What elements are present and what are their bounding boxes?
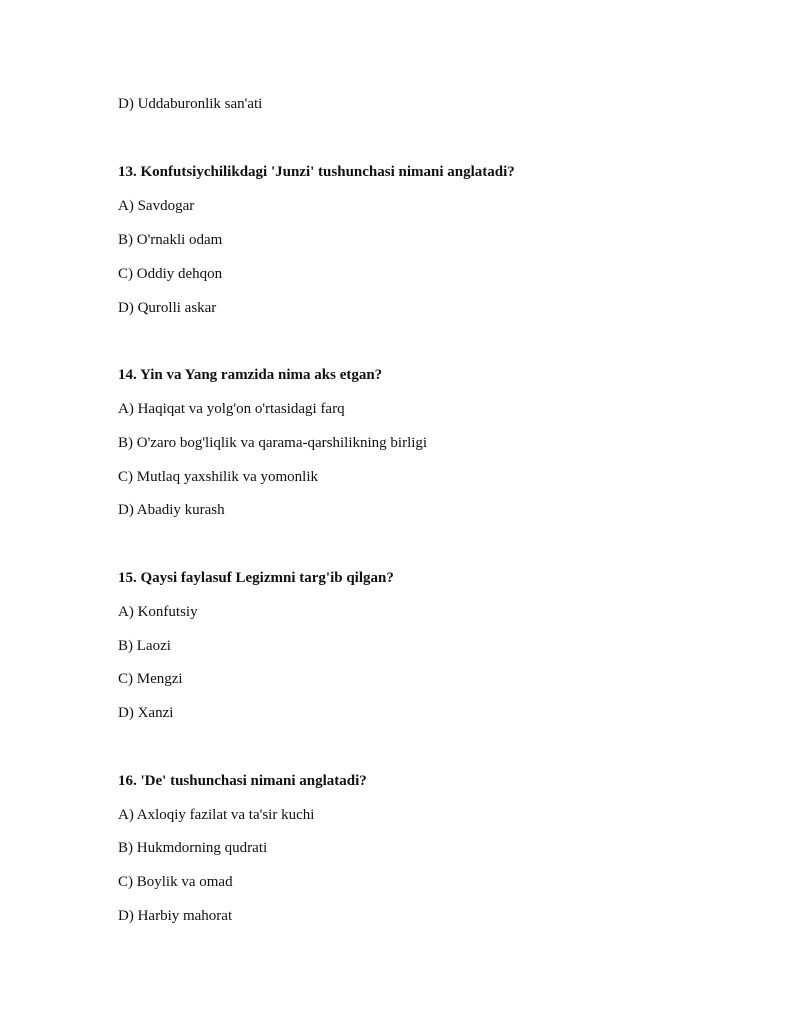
question-16-option-c: C) Boylik va omad (118, 874, 233, 890)
question-15-option-b: B) Laozi (118, 638, 171, 654)
question-16: 16. 'De' tushunchasi nimani anglatadi? (118, 773, 367, 789)
question-15-option-d: D) Xanzi (118, 705, 174, 721)
question-14-option-c: C) Mutlaq yaxshilik va yomonlik (118, 469, 318, 485)
question-16-option-b: B) Hukmdorning qudrati (118, 840, 268, 856)
question-14: 14. Yin va Yang ramzida nima aks etgan? (118, 367, 383, 383)
question-14-option-d: D) Abadiy kurash (118, 502, 225, 518)
question-15-option-c: C) Mengzi (118, 671, 183, 687)
question-13-option-a: A) Savdogar (118, 198, 195, 214)
question-15: 15. Qaysi faylasuf Legizmni targ'ib qilgan? (118, 570, 394, 586)
question-13-option-b: B) O'rnakli odam (118, 232, 223, 248)
question-14-option-b: B) O'zaro bog'liqlik va qarama-qarshilikning birligi (118, 435, 428, 451)
question-16-option-d: D) Harbiy mahorat (118, 908, 233, 924)
question-16-option-a: A) Axloqiy fazilat va ta'sir kuchi (118, 807, 315, 823)
question-15-option-a: A) Konfutsiy (118, 604, 198, 620)
question-13: 13. Konfutsiychilikdagi 'Junzi' tushunchasi nimani anglatadi? (118, 164, 515, 180)
question-13-option-d: D) Qurolli askar (118, 300, 217, 316)
question-14-option-a: A) Haqiqat va yolg'on o'rtasidagi farq (118, 401, 345, 417)
question-13-option-c: C) Oddiy dehqon (118, 266, 223, 282)
option-d-prev: D) Uddaburonlik san'ati (118, 96, 263, 112)
